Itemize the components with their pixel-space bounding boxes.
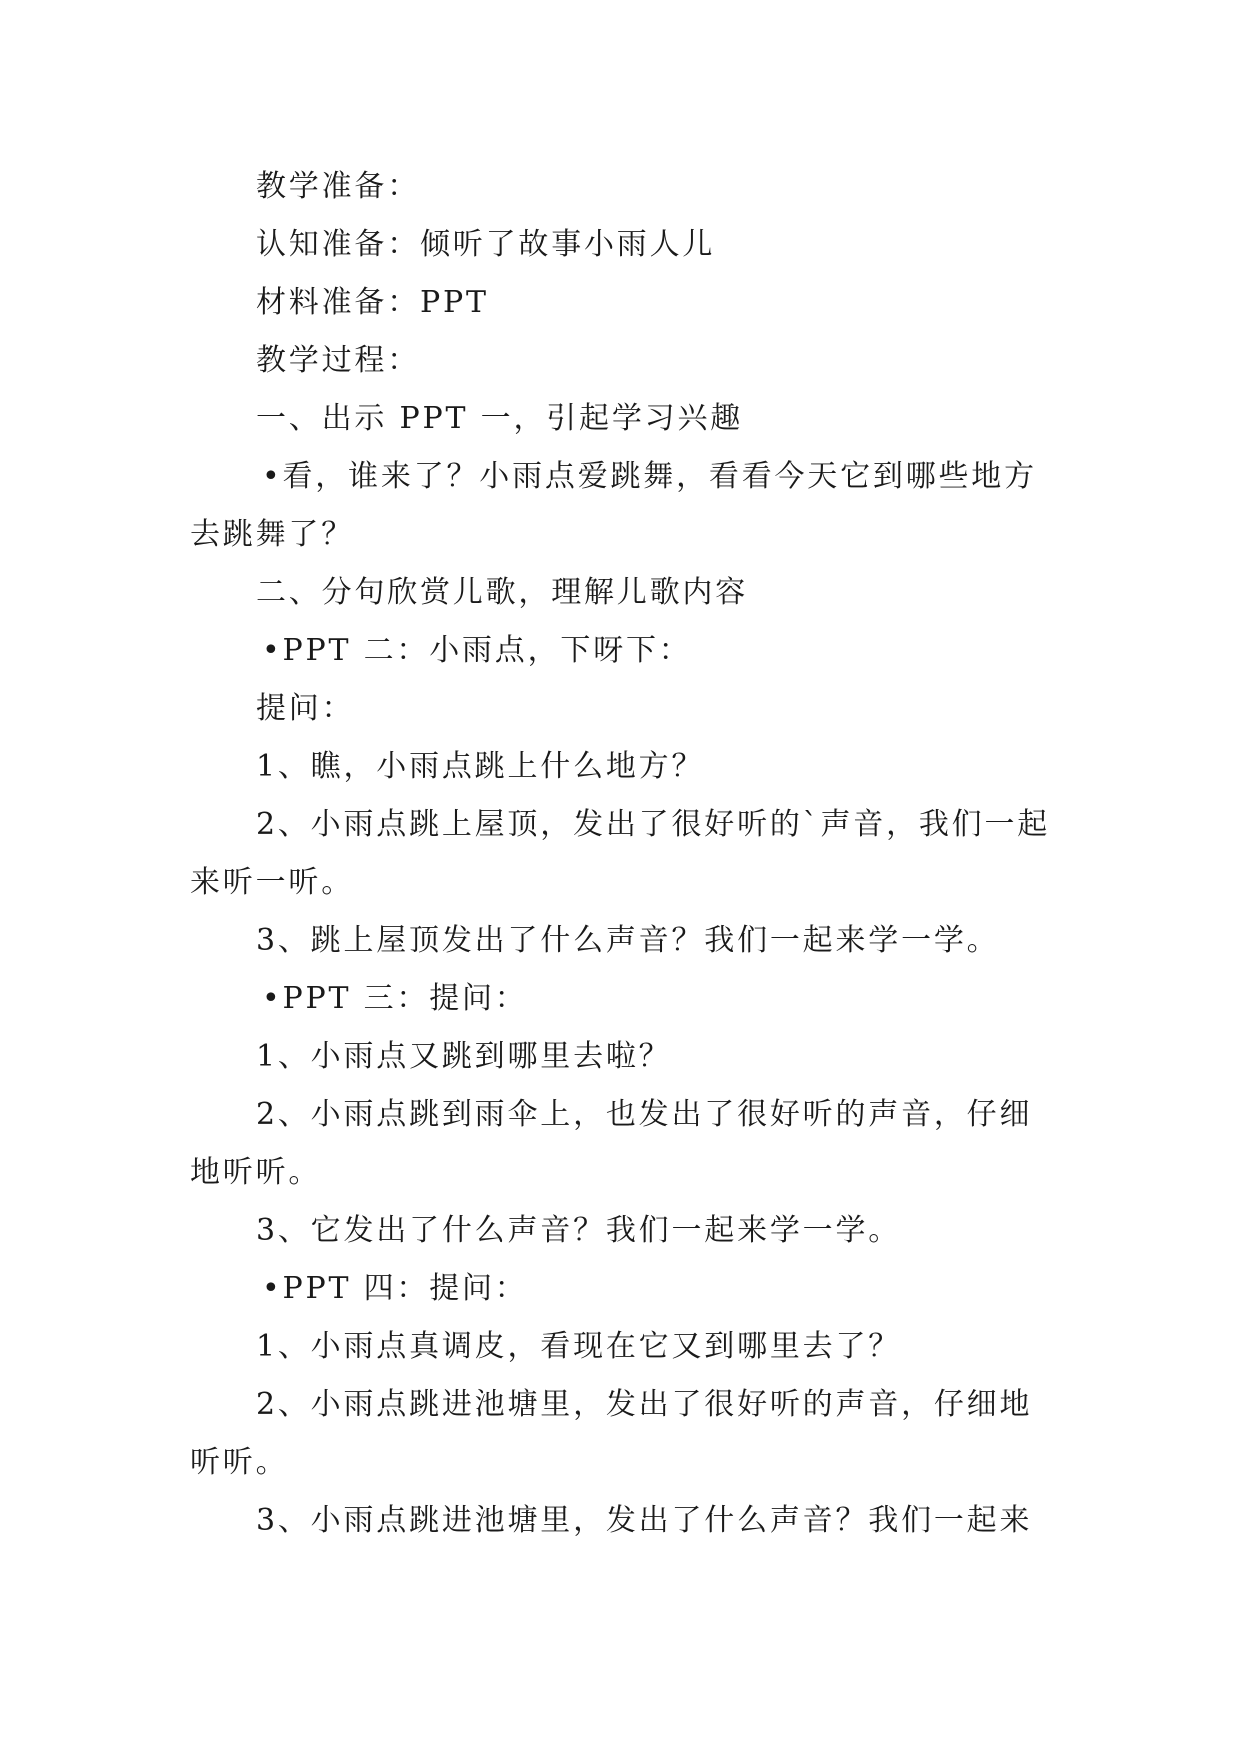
text-line: 教学准备： xyxy=(256,169,420,204)
text-line: 1、瞧，小雨点跳上什么地方？ xyxy=(256,749,705,784)
text-line: 1、小雨点又跳到哪里去啦？ xyxy=(256,1039,672,1074)
text-line: 认知准备：倾听了故事小雨人儿 xyxy=(256,227,716,262)
document-body xyxy=(190,158,1058,1550)
text-line: 2、小雨点跳上屋顶，发出了很好听的`声音，我们一起 xyxy=(256,807,1051,842)
text-line: 3、小雨点跳进池塘里，发出了什么声音？我们一起来 xyxy=(256,1503,1033,1538)
text-line: 来听一听。 xyxy=(190,865,354,900)
text-line: •看，谁来了？小雨点爱跳舞，看看今天它到哪些地方 xyxy=(262,459,1037,494)
text-line: 提问： xyxy=(256,691,355,726)
text-line: •PPT 二：小雨点，下呀下： xyxy=(262,633,692,668)
text-line: 2、小雨点跳进池塘里，发出了很好听的声音，仔细地 xyxy=(256,1387,1033,1422)
text-line: •PPT 四：提问： xyxy=(262,1271,528,1306)
text-line: 听听。 xyxy=(190,1445,289,1480)
text-line: 3、跳上屋顶发出了什么声音？我们一起来学一学。 xyxy=(256,923,1000,958)
text-line: 3、它发出了什么声音？我们一起来学一学。 xyxy=(256,1213,902,1248)
text-line: 去跳舞了？ xyxy=(190,517,354,552)
text-line: 一、出示 PPT 一，引起学习兴趣 xyxy=(256,401,744,436)
text-line: 材料准备：PPT xyxy=(256,285,489,320)
text-line: 1、小雨点真调皮，看现在它又到哪里去了？ xyxy=(256,1329,902,1364)
text-line: 教学过程： xyxy=(256,343,420,378)
text-line: 地听听。 xyxy=(190,1155,322,1190)
text-line: 二、分句欣赏儿歌，理解儿歌内容 xyxy=(256,575,748,610)
text-line: •PPT 三：提问： xyxy=(262,981,528,1016)
text-line: 2、小雨点跳到雨伞上，也发出了很好听的声音，仔细 xyxy=(256,1097,1033,1132)
